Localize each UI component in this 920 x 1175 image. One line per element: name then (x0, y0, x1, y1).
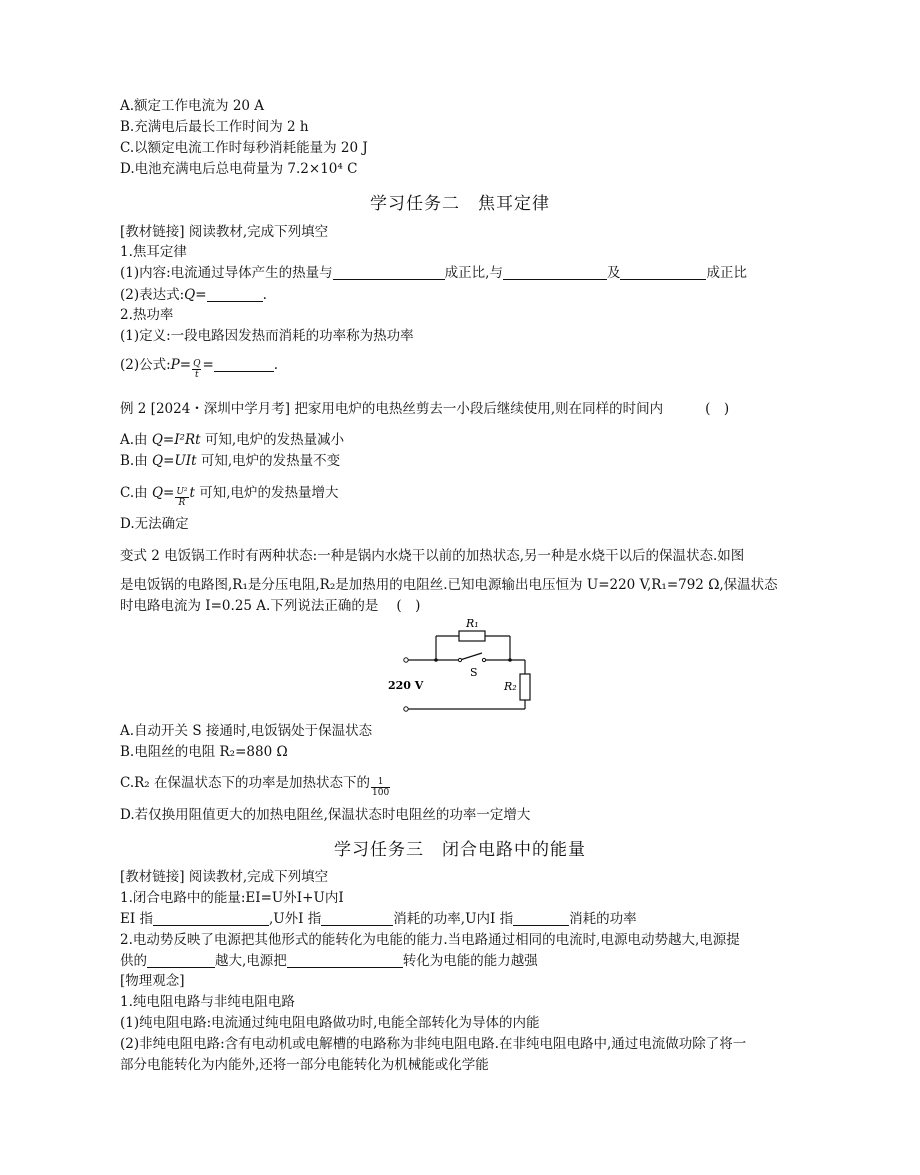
pure-resistance-circuit: (1)纯电阻电路:电流通过纯电阻电路做功时,电能全部转化为导体的内能 (120, 1015, 540, 1031)
physics-concept-tag: [物理观念] (120, 973, 185, 989)
variant2-line1: 变式 2 电饭锅工作时有两种状态:一种是锅内水烧干以前的加热状态,另一种是水烧干以后的保温状态.如图 (120, 548, 745, 564)
concept-heading: 1.纯电阻电路与非纯电阻电路 (120, 994, 295, 1010)
rice-cooker-circuit-diagram (380, 616, 550, 718)
example2-stem: 例 2 [2024・深圳中学月考] 把家用电炉的电热丝剪去一小段后继续使用,则在同样的时间内 ( ) (120, 401, 730, 417)
task3-intro: [教材链接] 阅读教材,完成下列填空 (120, 869, 329, 885)
task2-intro: [教材链接] 阅读教材,完成下列填空 (120, 224, 329, 240)
blank[interactable] (153, 911, 269, 926)
blank[interactable] (207, 287, 263, 302)
energy-blanks: EI 指 ,U外I 指 消耗的功率,U内I 指 消耗的功率 (120, 911, 637, 927)
example2-option-a: A.由 Q=I²Rt 可知,电炉的发热量减小 (120, 432, 345, 448)
variant2-line3: 时电路电流为 I=0.25 A.下列说法正确的是 ( ) (120, 598, 421, 614)
variant2-option-c: C.R₂ 在保温状态下的功率是加热状态下的 $\frac{1}{100}$ (120, 775, 390, 798)
emf-line2: 供的 越大,电源把 转化为电能的能力越强 (120, 953, 538, 969)
option-a: A.额定工作电流为 20 A (120, 98, 265, 114)
option-c: C.以额定电流工作时每秒消耗能量为 20 J (120, 140, 368, 156)
blank[interactable] (620, 265, 706, 280)
blank[interactable] (147, 953, 215, 968)
blank[interactable] (321, 911, 393, 926)
blank[interactable] (503, 265, 607, 280)
heat-power-heading: 2.热功率 (120, 307, 174, 323)
variant2-option-a: A.自动开关 S 接通时,电饭锅处于保温状态 (120, 723, 373, 739)
joule-law-formula: (2)表达式:Q= . (120, 287, 267, 303)
variant2-option-b: B.电阻丝的电阻 R₂=880 Ω (120, 744, 288, 760)
blank[interactable] (333, 265, 445, 280)
example2-option-d: D.无法确定 (120, 516, 189, 532)
emf-line1: 2.电动势反映了电源把其他形式的能转化为电能的能力.当电路通过相同的电流时,电源电动势越大,电源提 (120, 932, 740, 948)
label-r1: R₁ (466, 617, 479, 630)
joule-law-heading: 1.焦耳定律 (120, 244, 187, 260)
heat-power-formula: (2)公式:P= $\frac{Q}{t}$ = . (120, 357, 279, 380)
blank[interactable] (214, 357, 274, 372)
energy-equation: 1.闭合电路中的能量:EI=U外I+U内I (120, 890, 344, 906)
variant2-line2: 是电饭锅的电路图,R₁是分压电阻,R₂是加热用的电阻丝.已知电源输出电压恒为 U=220 V,R₁=792 Ω,保温状态 (120, 577, 778, 593)
example2-option-c: C.由 Q= $\frac{\text{U²}}{R}$ t 可知,电炉的发热量增大 (120, 485, 339, 508)
label-r2: R₂ (504, 680, 517, 693)
joule-law-content: (1)内容:电流通过导体产生的热量与 成正比,与 及 成正比 (120, 265, 747, 281)
section-title-task3: 学习任务三 闭合电路中的能量 (334, 840, 586, 860)
variant2-option-d: D.若仅换用阻值更大的加热电阻丝,保温状态时电阻丝的功率一定增大 (120, 807, 531, 823)
blank[interactable] (513, 911, 569, 926)
non-pure-resistance-line2: 部分电能转化为内能外,还将一部分电能转化为机械能或化学能 (120, 1057, 489, 1073)
blank[interactable] (287, 953, 403, 968)
option-d: D.电池充满电后总电荷量为 7.2×10⁴ C (120, 161, 358, 177)
heat-power-definition: (1)定义:一段电路因发热而消耗的功率称为热功率 (120, 328, 414, 344)
non-pure-resistance-line1: (2)非纯电阻电路:含有电动机或电解槽的电路称为非纯电阻电路.在非纯电阻电路中,通过电流做功除了将一 (120, 1036, 747, 1052)
option-b: B.充满电后最长工作时间为 2 h (120, 119, 309, 135)
section-title-task2: 学习任务二 焦耳定律 (370, 194, 550, 214)
label-voltage: 220 V (388, 679, 424, 692)
label-switch: S (470, 666, 478, 679)
example2-option-b: B.由 Q=UIt 可知,电炉的发热量不变 (120, 453, 341, 469)
